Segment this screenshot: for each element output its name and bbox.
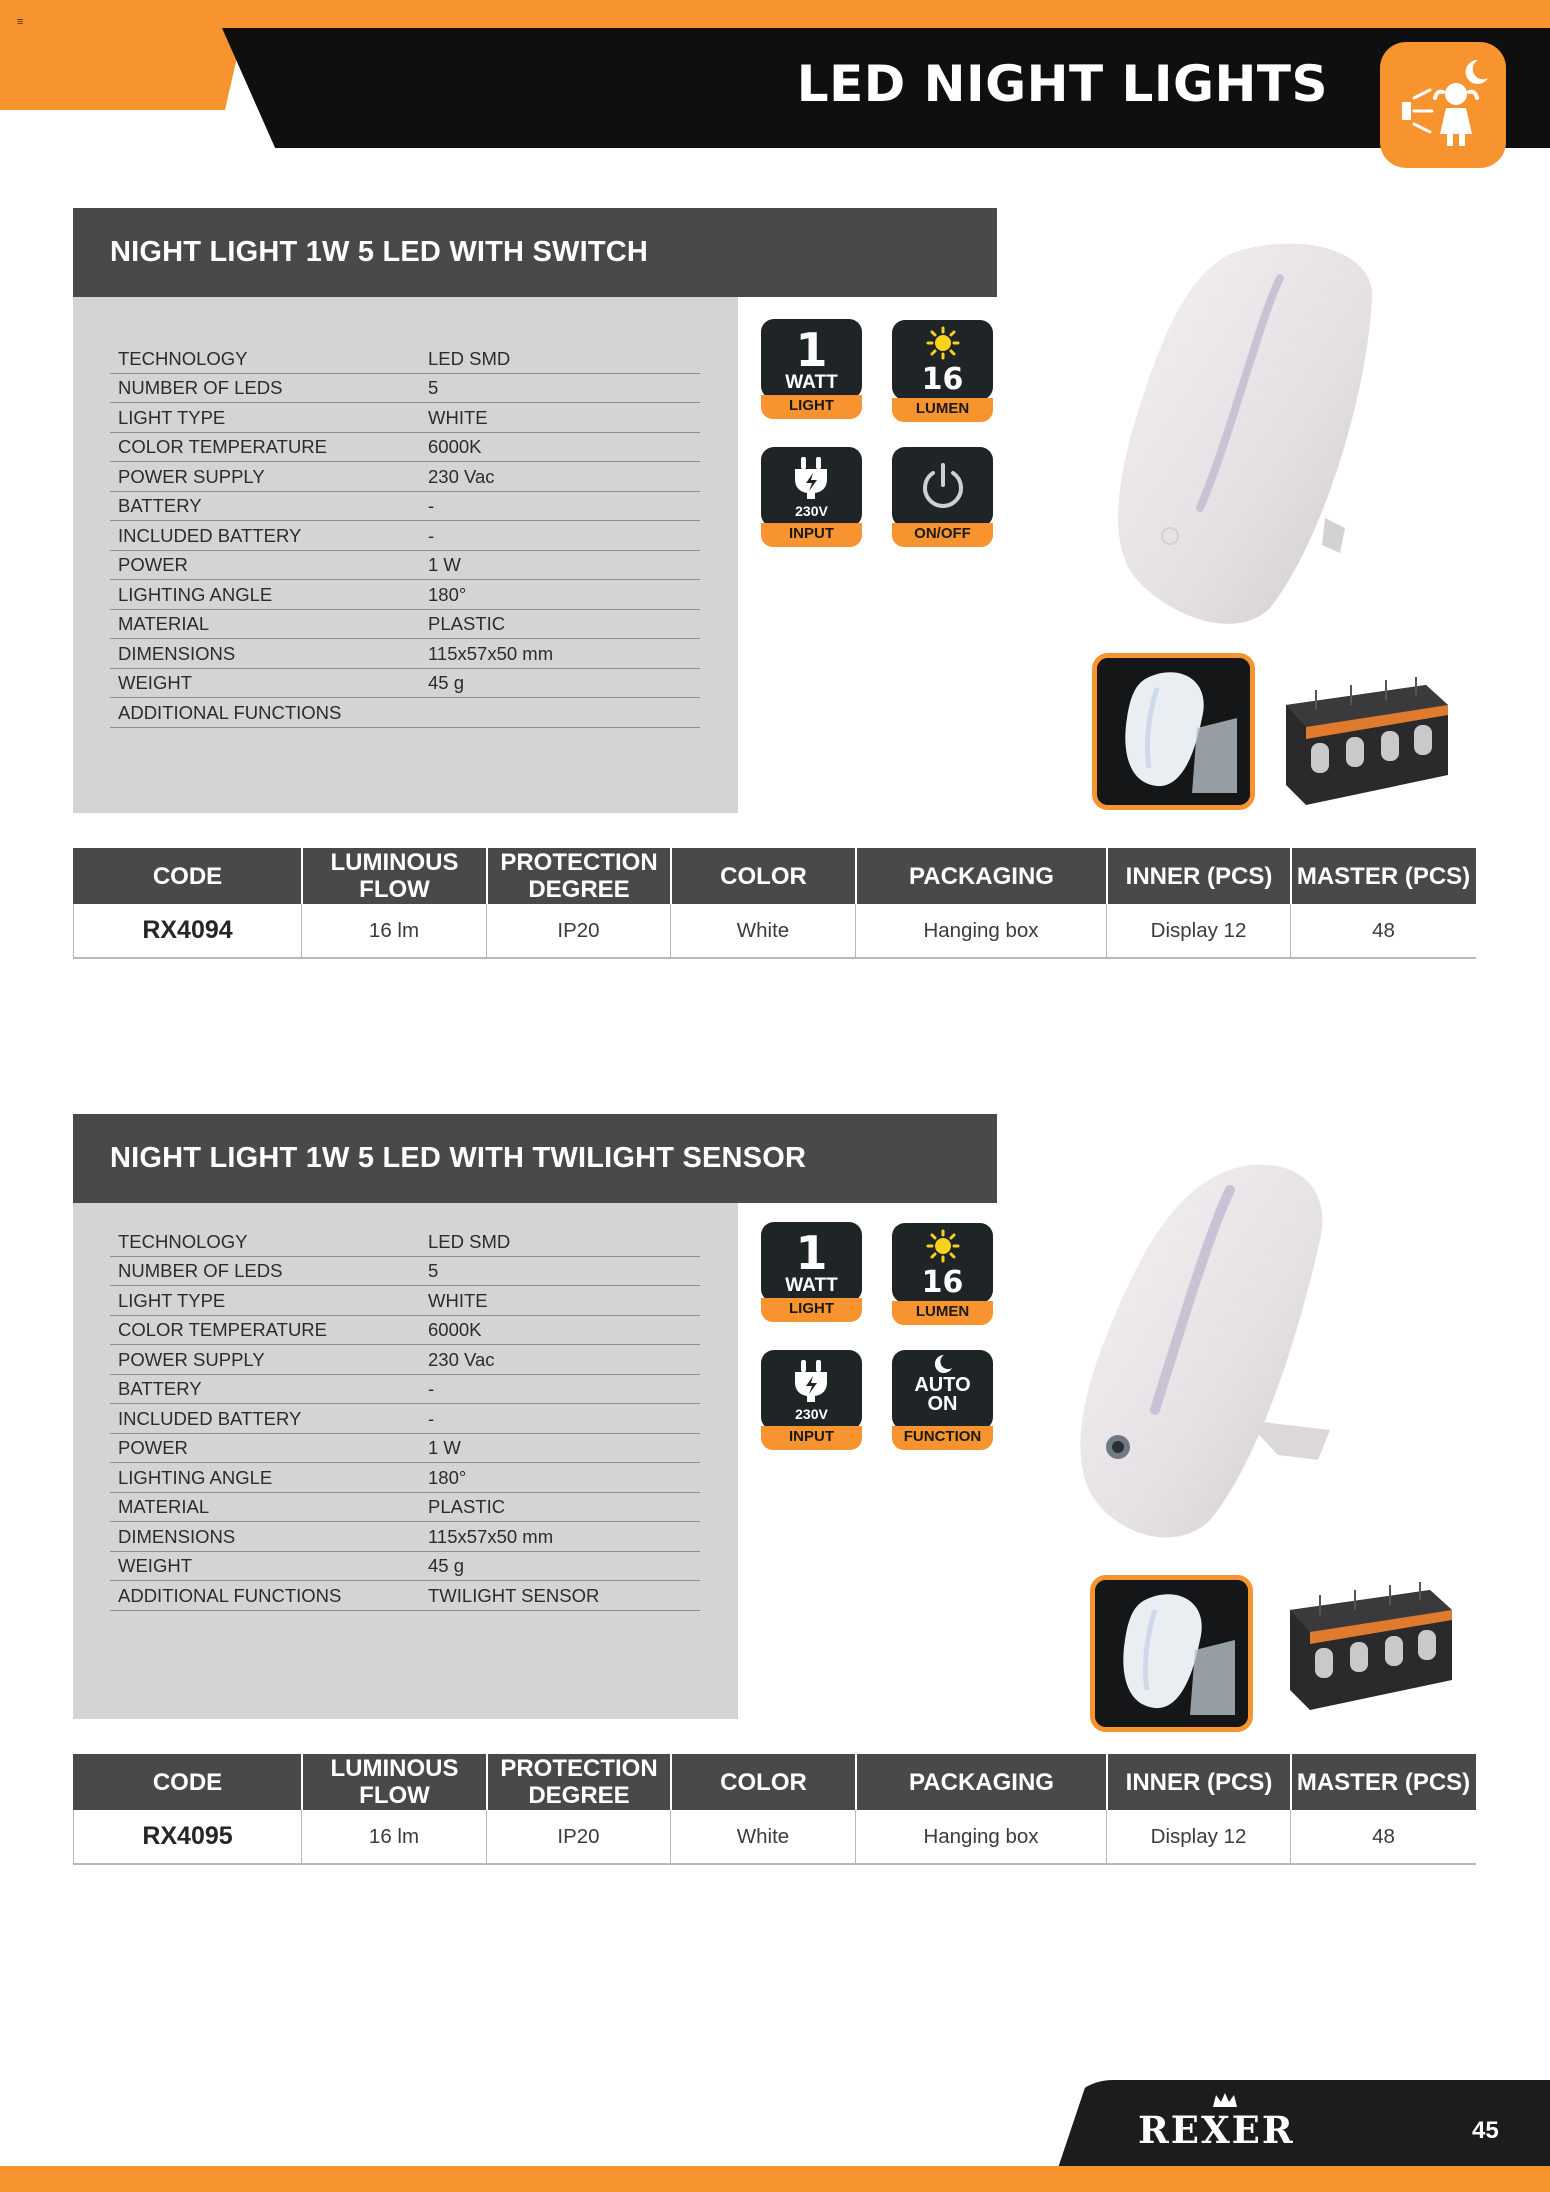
product-lit-thumbnail [1092, 653, 1255, 810]
spec-label: POWER [118, 1437, 188, 1458]
auto-on-badge: AUTO ON FUNCTION [892, 1350, 993, 1452]
column-header: MASTER (PCS) [1296, 1768, 1471, 1796]
cell-code: RX4094 [73, 904, 302, 957]
column-header: PACKAGING [909, 862, 1054, 890]
spec-value: - [428, 1378, 435, 1399]
spec-value: 6000K [428, 1319, 482, 1340]
spec-value: TWILIGHT SENSOR [428, 1584, 600, 1606]
spec-row [110, 1375, 700, 1405]
column-separator [670, 1754, 672, 1810]
column-header: CODE [152, 1768, 223, 1796]
spec-row [110, 374, 700, 404]
spec-value: 1 W [428, 1437, 461, 1458]
spec-row [110, 1581, 700, 1611]
spec-value: PLASTIC [428, 613, 506, 634]
table-row [73, 904, 1476, 959]
spec-row [110, 580, 700, 610]
spec-row [110, 639, 700, 669]
spec-value: 180° [428, 1466, 467, 1488]
spec-label: WEIGHT [118, 1555, 192, 1576]
column-header: PACKAGING [909, 1768, 1054, 1796]
power-icon [915, 459, 971, 515]
spec-panel [73, 297, 738, 813]
packaging-display-image [1280, 1570, 1460, 1720]
column-separator [486, 848, 488, 904]
sun-icon [925, 326, 961, 360]
spec-value: 115x57x50 mm [428, 1525, 554, 1547]
spec-row [110, 1434, 700, 1464]
column-separator [1106, 848, 1108, 904]
spec-row [110, 433, 700, 463]
product-title-bar [73, 208, 997, 297]
table-row [73, 1810, 1476, 1865]
cell-packaging: Hanging box [856, 904, 1107, 957]
spec-label: MATERIAL [118, 613, 210, 634]
spec-label: POWER SUPPLY [118, 1348, 265, 1370]
spec-label: BATTERY [118, 1378, 202, 1399]
spec-value: - [428, 524, 435, 546]
column-separator [1290, 848, 1292, 904]
spec-row [110, 551, 700, 581]
spec-value: 5 [428, 1260, 439, 1281]
spec-row [110, 1552, 700, 1582]
plug-icon [791, 1358, 831, 1404]
column-separator [1106, 1754, 1108, 1810]
spec-row [110, 462, 700, 492]
spec-row [110, 1257, 700, 1287]
column-header: LUMINOUS FLOW [330, 849, 459, 903]
spec-panel [73, 1203, 738, 1719]
spec-value: 1 W [428, 554, 461, 575]
column-separator [670, 848, 672, 904]
cell-inner: Display 12 [1107, 1810, 1291, 1863]
spec-value: WHITE [428, 406, 488, 428]
spec-value: 180° [428, 583, 467, 605]
cell-packaging: Hanging box [856, 1810, 1107, 1863]
packaging-display-image [1276, 665, 1456, 815]
lumen-badge: 16 LUMEN [892, 1223, 993, 1325]
watt-badge: 1 WATT LIGHT [761, 1222, 862, 1324]
cell-flow: 16 lm [302, 1810, 487, 1863]
menu-icon[interactable]: ≡ [17, 16, 24, 28]
cell-code: RX4095 [73, 1810, 302, 1863]
page-title: LED NIGHT LIGHTS [796, 55, 1328, 113]
spec-row [110, 492, 700, 522]
spec-row [110, 403, 700, 433]
spec-label: BATTERY [118, 495, 202, 516]
column-header: COLOR [720, 862, 807, 890]
sun-icon [925, 1229, 961, 1263]
on-off-badge: ON/OFF [892, 447, 993, 549]
spec-value: WHITE [428, 1289, 488, 1311]
spec-label: WEIGHT [118, 672, 192, 693]
column-separator [301, 1754, 303, 1810]
spec-row [110, 344, 700, 374]
product-lit-thumbnail [1090, 1575, 1253, 1732]
column-separator [1290, 1754, 1292, 1810]
spec-label: LIGHT TYPE [118, 406, 226, 428]
spec-value: 230 Vac [428, 1348, 495, 1370]
input-badge: 230V INPUT [761, 447, 862, 549]
spec-label: DIMENSIONS [118, 1525, 236, 1547]
product-image [1070, 1160, 1350, 1540]
spec-row [110, 1227, 700, 1257]
page-number: 45 [1472, 2117, 1499, 2144]
plug-icon [791, 455, 831, 501]
spec-label: TECHNOLOGY [118, 1230, 248, 1252]
product-image [1110, 238, 1390, 628]
spec-row [110, 1493, 700, 1523]
product-title-bar [73, 1114, 997, 1203]
product-info-table [73, 1754, 1476, 1865]
crown-icon [1212, 2092, 1238, 2108]
column-header: PROTECTION DEGREE [500, 849, 658, 903]
footer-bottom-strip [0, 2166, 1550, 2192]
spec-label: POWER SUPPLY [118, 465, 265, 487]
spec-row [110, 1404, 700, 1434]
spec-value: 115x57x50 mm [428, 642, 554, 664]
spec-value: 6000K [428, 436, 482, 457]
info-table-header [73, 1754, 1476, 1810]
spec-table [110, 1227, 700, 1611]
spec-label: ADDITIONAL FUNCTIONS [118, 1584, 342, 1606]
spec-row [110, 698, 700, 728]
column-header: LUMINOUS FLOW [330, 1755, 459, 1809]
column-separator [855, 848, 857, 904]
spec-row [110, 669, 700, 699]
spec-row [110, 521, 700, 551]
cell-master: 48 [1372, 1824, 1395, 1848]
moon-icon [932, 1353, 954, 1375]
spec-value: LED SMD [428, 347, 511, 369]
spec-label: NUMBER OF LEDS [118, 377, 283, 398]
column-separator [301, 848, 303, 904]
spec-table [110, 344, 700, 728]
column-separator [486, 1754, 488, 1810]
spec-row [110, 610, 700, 640]
spec-row [110, 1345, 700, 1375]
product-title: NIGHT LIGHT 1W 5 LED WITH SWITCH [110, 236, 649, 268]
spec-label: ADDITIONAL FUNCTIONS [118, 701, 342, 723]
spec-value: 230 Vac [428, 465, 495, 487]
spec-value: 5 [428, 377, 439, 398]
product-info-table [73, 848, 1476, 959]
spec-row [110, 1286, 700, 1316]
spec-label: LIGHT TYPE [118, 1289, 226, 1311]
child-night-light-icon [1380, 42, 1506, 168]
column-header: INNER (PCS) [1125, 1768, 1273, 1796]
lumen-badge: 16 LUMEN [892, 320, 993, 422]
spec-row [110, 1316, 700, 1346]
cell-color: White [671, 904, 856, 957]
cell-color: White [671, 1810, 856, 1863]
header-left-tab [0, 0, 250, 110]
spec-row [110, 1463, 700, 1493]
column-header: CODE [152, 862, 223, 890]
spec-label: COLOR TEMPERATURE [118, 436, 328, 457]
spec-label: POWER [118, 554, 188, 575]
spec-label: INCLUDED BATTERY [118, 1407, 302, 1429]
spec-label: LIGHTING ANGLE [118, 1466, 273, 1488]
spec-label: NUMBER OF LEDS [118, 1260, 283, 1281]
spec-label: MATERIAL [118, 1496, 210, 1517]
column-separator [855, 1754, 857, 1810]
watt-badge: 1 WATT LIGHT [761, 319, 862, 421]
spec-value: PLASTIC [428, 1496, 506, 1517]
column-header: INNER (PCS) [1125, 862, 1273, 890]
spec-value: 45 g [428, 672, 465, 693]
column-header: MASTER (PCS) [1296, 862, 1471, 890]
input-badge: 230V INPUT [761, 1350, 862, 1452]
column-header: PROTECTION DEGREE [500, 1755, 658, 1809]
cell-flow: 16 lm [302, 904, 487, 957]
spec-label: COLOR TEMPERATURE [118, 1319, 328, 1340]
spec-value: 45 g [428, 1555, 465, 1576]
spec-value: LED SMD [428, 1230, 511, 1252]
brand-logo: REXER [1138, 2108, 1295, 2152]
column-header: COLOR [720, 1768, 807, 1796]
cell-protection: IP20 [487, 1810, 671, 1863]
info-table-header [73, 848, 1476, 904]
spec-label: TECHNOLOGY [118, 347, 248, 369]
cell-protection: IP20 [487, 904, 671, 957]
spec-value: - [428, 1407, 435, 1429]
spec-row [110, 1522, 700, 1552]
cell-inner: Display 12 [1107, 904, 1291, 957]
product-title: NIGHT LIGHT 1W 5 LED WITH TWILIGHT SENSOR [110, 1142, 807, 1174]
cell-master: 48 [1372, 918, 1395, 942]
spec-label: DIMENSIONS [118, 642, 236, 664]
spec-value: - [428, 495, 435, 516]
spec-label: INCLUDED BATTERY [118, 524, 302, 546]
spec-label: LIGHTING ANGLE [118, 583, 273, 605]
